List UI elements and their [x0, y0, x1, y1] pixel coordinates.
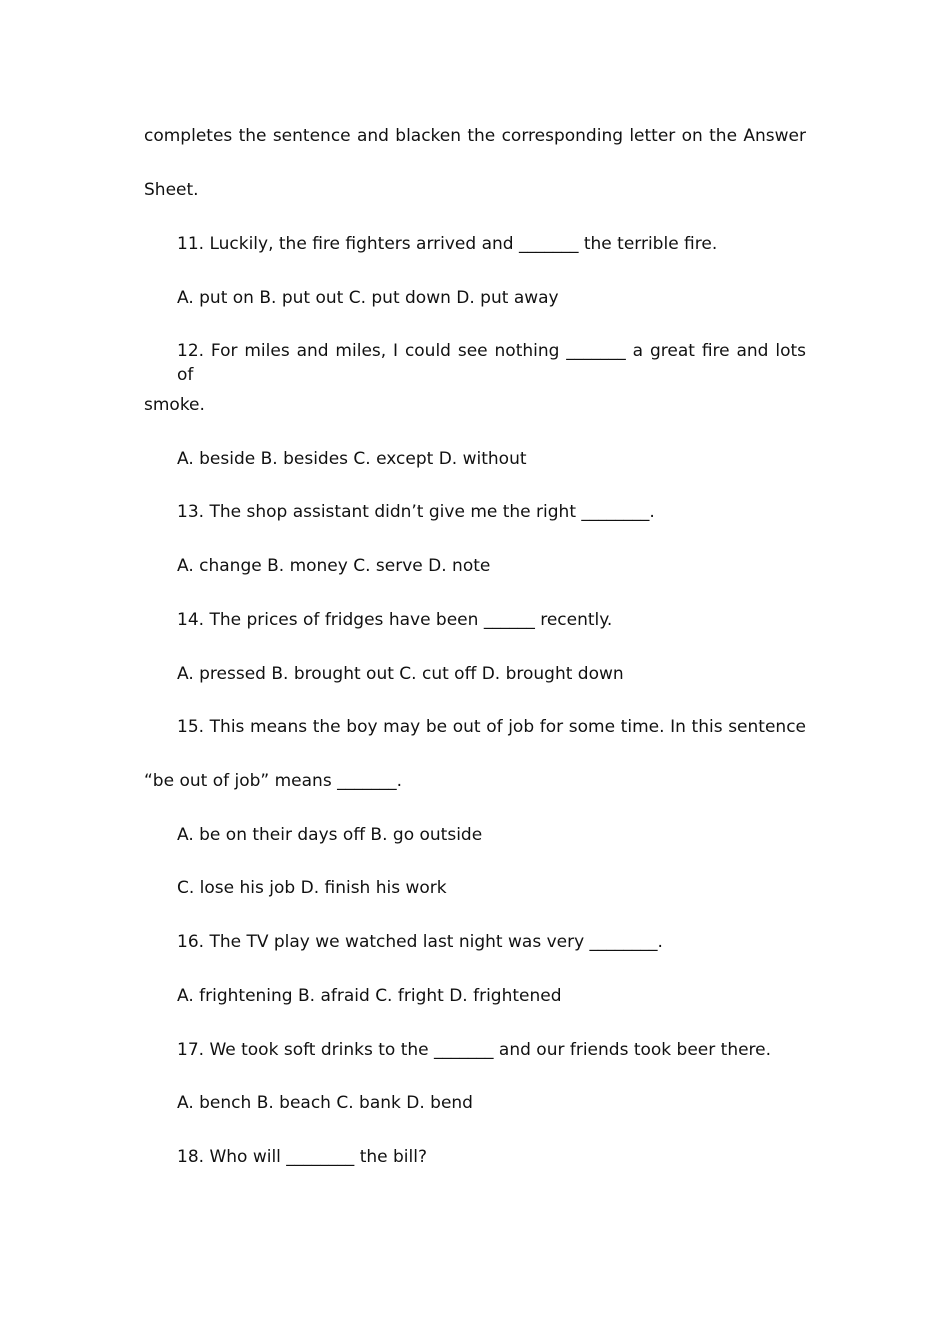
options-12: A. beside B. besides C. except D. without: [177, 449, 527, 469]
options-14: A. pressed B. brought out C. cut off D. brought down: [177, 664, 624, 684]
question-12: 12. For miles and miles, I could see nothing _______ a great fire and lots of: [177, 341, 806, 385]
instruction-text: completes the sentence and blacken the corresponding letter on the Answer: [144, 126, 806, 146]
instruction-text: Sheet.: [144, 180, 199, 200]
question-13: 13. The shop assistant didn’t give me the right ________.: [177, 502, 655, 522]
question-18: 18. Who will ________ the bill?: [177, 1147, 427, 1167]
options-15-ab: A. be on their days off B. go outside: [177, 825, 483, 845]
question-14: 14. The prices of fridges have been ______ recently.: [177, 610, 613, 630]
question-15-continued: “be out of job” means _______.: [144, 771, 402, 791]
question-12-continued: smoke.: [144, 395, 205, 415]
question-11: 11. Luckily, the fire fighters arrived and _______ the terrible fire.: [177, 234, 718, 254]
options-17: A. bench B. beach C. bank D. bend: [177, 1093, 473, 1113]
options-11: A. put on B. put out C. put down D. put away: [177, 288, 559, 308]
options-15-cd: C. lose his job D. finish his work: [177, 878, 447, 898]
question-15: 15. This means the boy may be out of job for some time. In this sentence: [177, 717, 806, 737]
question-17: 17. We took soft drinks to the _______ and our friends took beer there.: [177, 1040, 772, 1060]
options-16: A. frightening B. afraid C. fright D. frightened: [177, 986, 562, 1006]
question-16: 16. The TV play we watched last night was very ________.: [177, 932, 663, 952]
options-13: A. change B. money C. serve D. note: [177, 556, 491, 576]
